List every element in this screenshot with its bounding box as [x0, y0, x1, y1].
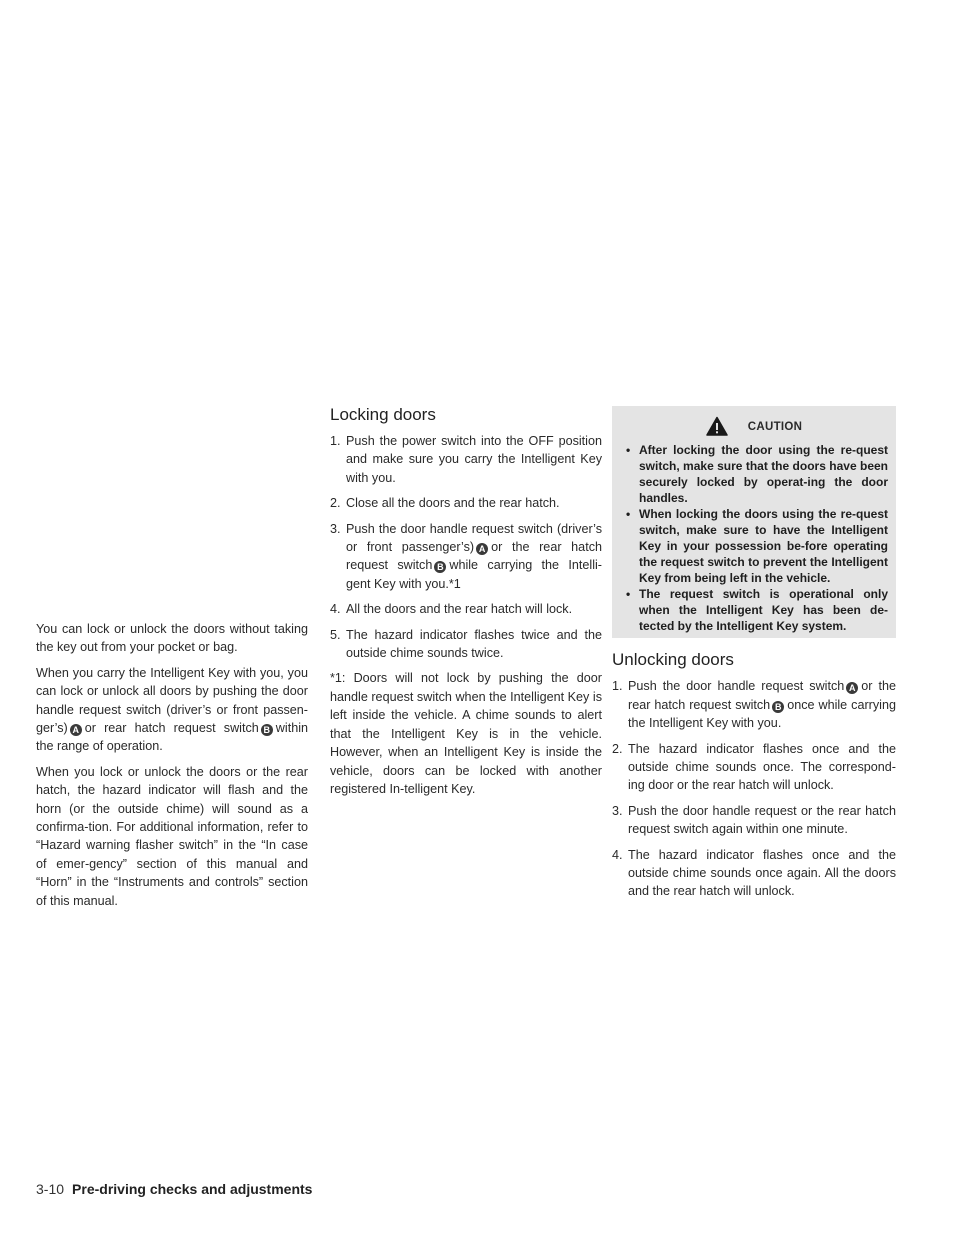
callout-a-icon: A — [846, 682, 858, 694]
unlocking-steps — [612, 677, 896, 900]
intro-paragraph: You can lock or unlock the doors without taking the key out from your pocket or bag. — [36, 622, 308, 655]
unlocking-step-4: 4. The hazard indicator flashes once and the outside chime sounds once again. All the doors and the rear hatch will unlock. — [612, 847, 896, 899]
caution-item-2: • When locking the doors using the re-quest switch, make sure to have the Intelligent Key in your possession be-fore operating the request switch to prevent the Intelligent Key from being left in the vehicle. — [620, 506, 888, 586]
confirmation-paragraph: When you lock or unlock the doors or the rear hatch, the hazard indicator will flash and the horn (or the outside chime) will sound as a confirma-tion. For additional information, refer to “Hazard warning flasher switch” in the “In case of emer-gency” section of this manual and “Horn” in the “Instruments and controls” section of this manual. — [36, 764, 308, 908]
locking-doors-heading: Locking doors — [330, 405, 436, 424]
caution-header — [620, 416, 888, 436]
middle-column — [330, 405, 602, 805]
unlocking-step-3: 3. Push the door handle request or the rear hatch request switch again within one minute. — [612, 803, 896, 837]
caution-item-3: • The request switch is operational only when the Intelligent Key has been de-tected by the Intelligent Key system. — [620, 586, 888, 634]
unlocking-step-2: 2. The hazard indicator flashes once and the outside chime sounds once. The correspond-ing door or the rear hatch will unlock. — [612, 741, 896, 793]
callout-b-icon: B — [772, 701, 784, 713]
locking-footnote: *1: Doors will not lock by pushing the door handle request switch when the Intelligent Key is left inside the vehicle. A chime sounds to alert that the Intelligent Key is in the vehicle. However, when an Intelligent Key is inside the vehicle, doors can be locked with another registered In-telligent Key. — [330, 671, 602, 796]
left-column — [36, 620, 308, 917]
page-number: 3-10 — [36, 1181, 65, 1197]
callout-a-icon: A — [476, 543, 488, 555]
callout-b-icon: B — [434, 561, 446, 573]
callout-b-icon: B — [261, 724, 273, 736]
section-title: Pre-driving checks and adjustments — [72, 1181, 313, 1197]
caution-list — [620, 442, 888, 634]
locking-step-2: 2. Close all the doors and the rear hatch. — [330, 496, 560, 511]
carry-key-paragraph: When you carry the Intelligent Key with you, you can lock or unlock all doors by pushing the door handle request switch (driver’s or front passen-ger’s) A or rear hatch request switch B within the range of operation. — [36, 665, 308, 754]
unlocking-doors-heading: Unlocking doors — [612, 650, 734, 670]
warning-triangle-icon — [706, 416, 728, 436]
locking-step-3: 3. Push the door handle request switch (driver’s or front passenger’s) A or the rear hatch request switch B while carrying the Intelli-gent Key with you.*1 — [330, 521, 603, 591]
callout-a-icon: A — [70, 724, 82, 736]
right-column — [612, 406, 896, 908]
caution-box — [612, 406, 896, 638]
locking-step-1: 1. Push the power switch into the OFF position and make sure you carry the Intelligent Key with you. — [330, 434, 602, 485]
page-footer — [36, 1181, 312, 1197]
locking-step-5: 5. The hazard indicator flashes twice and the outside chime sounds twice. — [330, 627, 602, 661]
unlocking-step-1: 1. Push the door handle request switch A or the rear hatch request switch B once while carrying the Intelligent Key with you. — [612, 679, 896, 731]
caution-title: CAUTION — [747, 421, 803, 433]
locking-step-4: 4. All the doors and the rear hatch will lock. — [330, 602, 573, 617]
locking-steps — [330, 432, 602, 662]
caution-item-1: • After locking the door using the re-quest switch, make sure that the doors have been securely locked by operat-ing the door handles. — [620, 442, 888, 506]
